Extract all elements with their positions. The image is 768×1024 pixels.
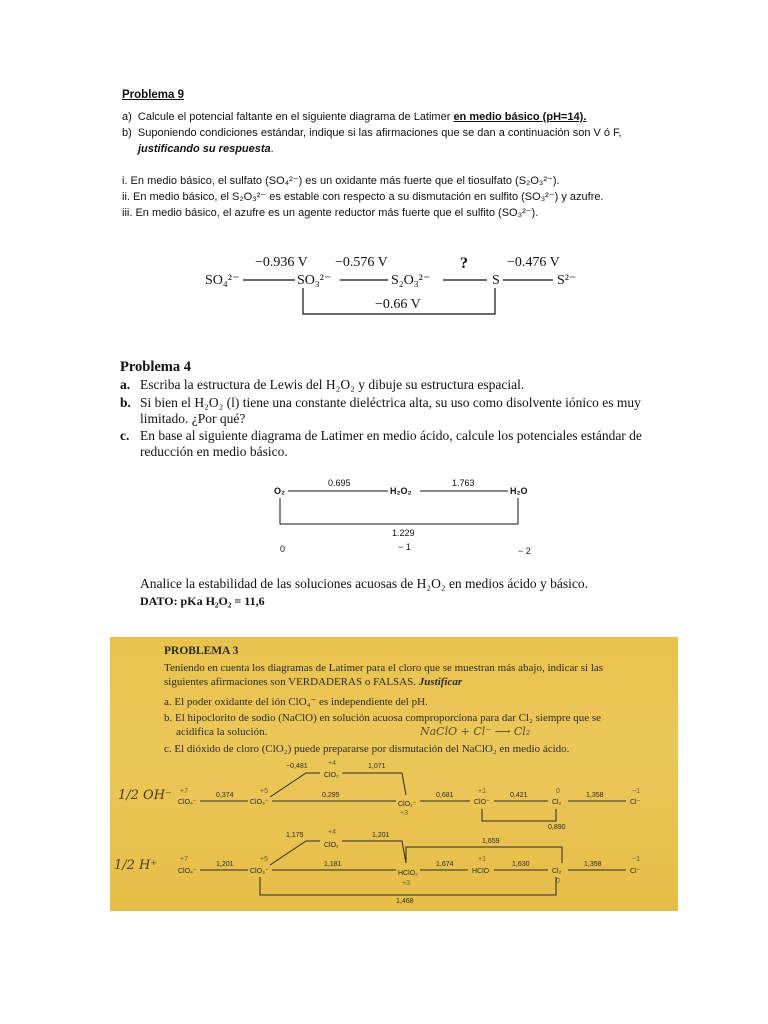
ox-state: +7 bbox=[180, 856, 188, 863]
problem9-part-b bbox=[122, 126, 622, 141]
species: ClO₄⁻ bbox=[178, 799, 197, 806]
part-b-prefix: b) bbox=[122, 127, 132, 139]
species-o2: O₂ bbox=[274, 486, 285, 496]
ox-state: 0 bbox=[556, 878, 560, 885]
potential: 1,358 bbox=[584, 861, 602, 868]
ox-state: +7 bbox=[180, 788, 188, 795]
species: Cl₂ bbox=[552, 799, 562, 806]
part-b-text: Suponiendo condiciones estándar, indique si las afirmaciones que se dan a continuación son V ó F, bbox=[137, 127, 622, 139]
part-c-label: c. bbox=[120, 428, 130, 443]
potential-2: 1.763 bbox=[452, 478, 475, 488]
part-b-end: . bbox=[270, 143, 274, 155]
potential: 0,374 bbox=[216, 792, 234, 799]
problem3-title: PROBLEMA 3 bbox=[164, 645, 239, 657]
problem4-part-c-cont: reducción en medio básico. bbox=[140, 444, 288, 459]
potential-1: −0.936 V bbox=[255, 255, 308, 270]
potential: 1,181 bbox=[324, 861, 342, 868]
problem3-intro: Teniendo en cuenta los diagramas de Latimer para el cloro que se muestran más abajo, indicar si las bbox=[164, 662, 604, 674]
species: ClO₃⁻ bbox=[250, 868, 269, 875]
species: HClO bbox=[472, 868, 490, 875]
potential: 1,071 bbox=[368, 763, 386, 770]
oxygen-latimer-diagram bbox=[270, 474, 550, 558]
ox-state: −1 bbox=[632, 788, 640, 795]
problem3-part-b-cont: acidifica la solución. bbox=[176, 726, 268, 738]
problem4-part-c bbox=[120, 428, 642, 444]
ox-state: +3 bbox=[402, 880, 410, 887]
potential: 0,681 bbox=[436, 792, 454, 799]
potential: 1,175 bbox=[286, 832, 304, 839]
ox-state: +1 bbox=[478, 856, 486, 863]
species-so4: SO₄²⁻ bbox=[205, 273, 240, 288]
part-a-emphasis: en medio básico (pH=14). bbox=[453, 111, 587, 123]
species: Cl⁻ bbox=[630, 868, 641, 875]
problem9-part-a bbox=[122, 110, 586, 125]
statement-ii: ii. En medio básico, el S₂O₃²⁻ es estable con respecto a su dismutación en sulfito (SO₃²⁻) y azufre. bbox=[122, 191, 604, 203]
branch-line bbox=[270, 841, 320, 865]
ox-state: +4 bbox=[328, 829, 336, 836]
part-a-text: Escriba la estructura de Lewis del H₂O₂ y dibuje su estructura espacial. bbox=[140, 377, 525, 392]
species: HClO₂ bbox=[398, 870, 418, 877]
branch-line bbox=[342, 841, 406, 863]
potential: 0,295 bbox=[322, 792, 340, 799]
bracket-line bbox=[280, 498, 518, 524]
part-b-emphasis: justificando su respuesta bbox=[138, 143, 271, 155]
species-s: S bbox=[492, 273, 500, 288]
potential: 1,630 bbox=[512, 861, 530, 868]
species-h2o: H₂O bbox=[510, 486, 528, 496]
chlorine-latimer-diagrams bbox=[110, 757, 678, 911]
problem3-part-a: a. El poder oxidante del ión ClO₄⁻ es independiente del pH. bbox=[164, 696, 428, 708]
problem4-part-b-cont: limitado. ¿Por qué? bbox=[140, 411, 246, 426]
intro-emphasis: Justificar bbox=[418, 676, 463, 688]
species: Cl⁻ bbox=[630, 799, 641, 806]
potential: 0,421 bbox=[510, 792, 528, 799]
part-b-label: b. bbox=[120, 395, 131, 410]
ox-state: +5 bbox=[260, 788, 268, 795]
potential: 1,201 bbox=[372, 832, 390, 839]
handwritten-basic-label: 1/2 OH⁻ bbox=[118, 788, 172, 803]
branch-line bbox=[342, 773, 406, 795]
handwritten-acid-label: 1/2 H⁺ bbox=[114, 858, 158, 873]
part-c-text: En base al siguiente diagrama de Latimer en medio ácido, calcule los potenciales estándar de bbox=[140, 428, 642, 443]
problem9-title: Problema 9 bbox=[122, 89, 184, 101]
oxidation-state: − 1 bbox=[398, 542, 411, 552]
ox-state: +1 bbox=[478, 788, 486, 795]
oxidation-state: − 2 bbox=[518, 546, 531, 556]
species: Cl₂ bbox=[552, 868, 562, 875]
ox-state: +4 bbox=[328, 760, 336, 767]
bracket-potential: −0.66 V bbox=[375, 297, 421, 312]
sulfur-latimer-diagram bbox=[195, 248, 595, 320]
problem3-photo bbox=[110, 637, 678, 911]
ox-state: +3 bbox=[400, 810, 408, 817]
species: ClO₃⁻ bbox=[250, 799, 269, 806]
potential: 1,674 bbox=[436, 861, 454, 868]
bracket-potential: 1.229 bbox=[392, 528, 415, 538]
problem4-part-a bbox=[120, 377, 524, 393]
intro-text: siguientes afirmaciones son VERDADERAS o FALSAS. bbox=[164, 676, 416, 688]
ox-state: −1 bbox=[632, 856, 640, 863]
statement-iii: iii. En medio básico, el azufre es un agente reductor más fuerte que el sulfito (SO₃²⁻). bbox=[122, 207, 539, 219]
handwritten-note: NaClO + Cl⁻ ⟶ Cl₂ bbox=[420, 725, 531, 738]
potential-4: −0.476 V bbox=[507, 255, 560, 270]
potential: 1,659 bbox=[482, 838, 500, 845]
potential: 1,358 bbox=[586, 792, 604, 799]
part-a-label: a. bbox=[120, 377, 131, 392]
problem3-part-b: b. El hipoclorito de sodio (NaClO) en solución acuosa comproporciona para dar Cl₂ siempre que se bbox=[164, 712, 601, 724]
potential-1: 0.695 bbox=[328, 478, 351, 488]
species-s2o3: S₂O₃²⁻ bbox=[391, 273, 431, 288]
part-a-text: Calcule el potencial faltante en el siguiente diagrama de Latimer bbox=[137, 111, 454, 123]
ox-state: +5 bbox=[260, 856, 268, 863]
species-top: ClO₂ bbox=[324, 772, 339, 779]
problem4-analyze: Analice la estabilidad de las soluciones acuosas de H₂O₂ en medios ácido y básico. bbox=[140, 576, 589, 591]
oxidation-state: 0 bbox=[280, 544, 286, 554]
species: ClO⁻ bbox=[474, 799, 490, 806]
potential: −0,481 bbox=[286, 763, 308, 770]
potential: 0,890 bbox=[548, 824, 566, 831]
bracket-line bbox=[482, 809, 556, 821]
species-s2: S²⁻ bbox=[557, 273, 577, 288]
potential: 1,468 bbox=[396, 898, 414, 905]
species-h2o2: H₂O₂ bbox=[390, 486, 412, 496]
potential-2: −0.576 V bbox=[335, 255, 388, 270]
problem4-title: Problema 4 bbox=[120, 359, 192, 375]
species: ClO₄⁻ bbox=[178, 868, 197, 875]
species: ClO₂⁻ bbox=[398, 801, 417, 808]
problem9-part-b-cont bbox=[138, 142, 274, 157]
problem4-data: DATO: pKa H₂O₂ = 11,6 bbox=[140, 594, 265, 608]
problem4-part-b bbox=[120, 395, 641, 411]
problem3-intro-cont bbox=[164, 676, 462, 688]
potential: 1,201 bbox=[216, 861, 234, 868]
species-top: ClO₂ bbox=[324, 842, 339, 849]
problem3-part-c: c. El dióxido de cloro (ClO₂) puede prepararse por dismutación del NaClO₂ en medio ácido. bbox=[164, 743, 570, 755]
species-so3: SO₃²⁻ bbox=[297, 273, 332, 288]
statement-i: i. En medio básico, el sulfato (SO₄²⁻) es un oxidante más fuerte que el tiosulfato (S₂O₃²⁻). bbox=[122, 175, 560, 187]
unknown-potential: ? bbox=[460, 255, 468, 272]
part-a-prefix: a) bbox=[122, 111, 132, 123]
ox-state: 0 bbox=[556, 788, 560, 795]
branch-line bbox=[270, 773, 320, 797]
part-b-text: Si bien el H₂O₂ (l) tiene una constante dieléctrica alta, su uso como disolvente iónico es muy bbox=[140, 395, 641, 410]
